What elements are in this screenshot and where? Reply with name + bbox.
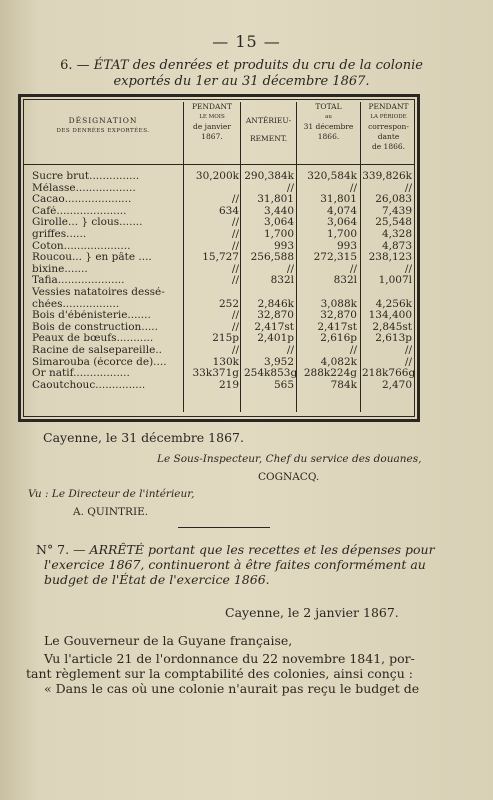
row-value-v3: 784k <box>330 378 357 391</box>
row-value-v2: 1,700 <box>263 227 294 240</box>
header-col4-line: PENDANT <box>368 102 409 111</box>
row-value-v4: 218k766g <box>362 367 416 380</box>
signoff-name: COGNACQ. <box>258 471 320 483</box>
row-value-v2: 2,417st <box>254 320 294 333</box>
section-7-body-line4: « Dans le cas où une colonie n'aurait pas reçu le budget de <box>44 681 420 696</box>
section-7-title-line2: l'exercice 1867, continueront à être faites conformément au <box>44 557 426 572</box>
row-value-v2: 256,588 <box>250 251 294 264</box>
section-7-title-line1: — ARRÊTÉ portant que les recettes et les dépenses pour <box>73 542 435 557</box>
section-6-title-line2: exportés du 1er au 31 décembre 1867. <box>113 74 370 89</box>
row-label: Caoutchouc............... <box>32 379 146 391</box>
row-label: Simarouba (écorce de).... <box>32 356 167 368</box>
row-value-v1: 15,727 <box>202 251 239 264</box>
row-value-v4: 1,007l <box>378 274 412 287</box>
header-col4-line: dante <box>377 132 400 141</box>
row-value-v4: 4,873 <box>381 239 412 252</box>
row-value-v2: // <box>286 262 294 275</box>
header-col4-line: correspon- <box>368 122 409 131</box>
row-label: Coton.................... <box>32 240 131 252</box>
page-number: — 15 — <box>212 32 281 51</box>
row-value-v2: 2,401p <box>257 332 294 345</box>
row-label: Bois de construction..... <box>32 321 158 333</box>
signoff-vu: Vu : Le Directeur de l'intérieur, <box>28 488 195 500</box>
row-value-v1: 130k <box>212 355 239 368</box>
row-value-v2: 3,440 <box>263 204 294 217</box>
row-label: bixine....... <box>32 263 88 275</box>
row-value-v3: 2,417st <box>317 320 357 333</box>
row-value-v4: 25,548 <box>375 216 412 229</box>
table-row <box>32 252 412 264</box>
section-7-body-line1: Le Gouverneur de la Guyane française, <box>44 633 293 648</box>
row-label: Or natif................. <box>32 368 130 380</box>
row-value-v3: // <box>349 181 357 194</box>
row-label: Roucou... } en pâte .... <box>32 252 152 264</box>
row-value-v4: 4,256k <box>375 297 412 310</box>
row-value-v1: 219 <box>218 378 239 391</box>
row-value-v2: 832l <box>270 274 294 287</box>
row-value-v2: 565 <box>273 378 294 391</box>
row-value-v1: // <box>231 274 239 287</box>
exports-table-body <box>32 170 416 391</box>
header-col1 <box>184 102 240 142</box>
header-designation-sub: DES DENRÉES EXPORTÉES. <box>56 128 150 134</box>
row-value-v3: 2,616p <box>320 332 357 345</box>
row-value-v4: 134,400 <box>368 309 412 322</box>
header-col1-line: de janvier <box>193 122 231 131</box>
row-label: Tafia.................... <box>32 275 125 287</box>
row-label: Mélasse.................. <box>32 182 136 194</box>
row-value-v4: 26,083 <box>375 193 412 206</box>
header-col3-line: TOTAL <box>315 102 342 111</box>
row-value-v1: // <box>231 320 239 333</box>
row-label: Sucre brut............... <box>32 171 140 182</box>
row-value-v3: // <box>349 343 357 356</box>
row-value-v2: 254k853g <box>244 367 298 380</box>
row-value-v2: 32,870 <box>257 309 294 322</box>
row-value-v1: 30,200k <box>195 170 239 182</box>
section-7-date: Cayenne, le 2 janvier 1867. <box>225 605 399 620</box>
row-label: Girolle... } clous....... <box>32 217 143 229</box>
row-value-v3: 320,584k <box>307 170 357 182</box>
section-7-title-line3: budget de l'État de l'exercice 1866. <box>44 572 270 587</box>
row-value-v2: 3,064 <box>263 216 294 229</box>
row-value-v4: 238,123 <box>368 251 412 264</box>
table-row <box>32 275 412 287</box>
row-value-v1: // <box>231 262 239 275</box>
table-row <box>32 367 416 380</box>
header-col4-line: LA PÉRIODE <box>370 114 407 120</box>
row-value-v4: // <box>404 355 412 368</box>
header-col1-line: LE MOIS <box>199 114 225 120</box>
row-value-v3: 4,082k <box>320 355 357 368</box>
table-row <box>32 310 412 322</box>
table-row <box>32 345 412 357</box>
row-value-v3: 32,870 <box>320 309 357 322</box>
row-value-v3: 31,801 <box>320 193 357 206</box>
table-header-rule <box>24 164 414 165</box>
row-value-v2: 31,801 <box>257 193 294 206</box>
row-value-v4: 2,470 <box>381 378 412 391</box>
table-row <box>32 287 412 299</box>
header-col3 <box>297 102 360 142</box>
row-value-v3: 832l <box>333 274 357 287</box>
row-value-v3: 993 <box>336 239 357 252</box>
table-row <box>32 229 412 241</box>
row-label: Bois d'ébénisterie....... <box>32 310 151 322</box>
row-value-v1: // <box>231 309 239 322</box>
section-7-heading-line1 <box>36 542 435 557</box>
row-value-v1: 215p <box>212 332 239 345</box>
row-value-v4: 7,439 <box>381 204 412 217</box>
header-col4 <box>361 102 416 152</box>
header-col3-line: au <box>325 114 332 120</box>
section-7-body-line3: tant règlement sur la comptabilité des colonies, ainsi conçu : <box>26 666 414 681</box>
row-label: Peaux de bœufs........... <box>32 333 154 345</box>
row-value-v2: 993 <box>273 239 294 252</box>
signoff-vu-name: A. QUINTRIE. <box>73 506 149 518</box>
header-col2-line: ANTÉRIEU- <box>245 116 292 125</box>
header-col1-line: PENDANT <box>191 102 233 111</box>
row-value-v1: // <box>231 227 239 240</box>
row-value-v1: // <box>231 343 239 356</box>
header-col2 <box>241 116 296 144</box>
row-value-v4: 2,613p <box>375 332 412 345</box>
row-value-v1: 252 <box>218 297 239 310</box>
row-value-v3: 4,074 <box>326 204 357 217</box>
row-value-v1: 634 <box>218 204 239 217</box>
row-value-v4: 339,826k <box>362 170 412 182</box>
header-designation-label: DÉSIGNATION <box>68 116 138 125</box>
row-value-v2: 3,952 <box>263 355 294 368</box>
row-value-v1: // <box>231 239 239 252</box>
row-value-v1: // <box>231 216 239 229</box>
table-row <box>32 171 412 183</box>
row-value-v3: 288k224g <box>303 367 357 380</box>
row-label: Racine de salsepareille.. <box>32 344 163 356</box>
row-value-v2: 2,846k <box>257 297 294 310</box>
header-col2-line: REMENT. <box>249 134 288 143</box>
section-6-title-line1: — ÉTAT des denrées et produits du cru de la colonie <box>76 58 423 73</box>
row-value-v3: 272,315 <box>313 251 357 264</box>
row-value-v2: 290,384k <box>244 170 294 182</box>
header-col1-line: 1867. <box>201 132 223 141</box>
section-7-number: N° 7. <box>36 542 70 557</box>
row-label: Vessies natatoires dessé- <box>32 286 165 298</box>
row-value-v2: // <box>286 181 294 194</box>
row-value-v4: // <box>404 262 412 275</box>
row-label: griffes...... <box>32 228 87 240</box>
row-label: chées................. <box>32 298 120 310</box>
row-value-v1: 33k371g <box>192 367 239 380</box>
header-col3-line: 1866. <box>317 132 340 141</box>
table-row <box>32 380 412 392</box>
signoff-title: Le Sous-Inspecteur, Chef du service des douanes, <box>157 453 422 465</box>
row-label: Cacao.................... <box>32 194 132 206</box>
header-col4-line: de 1866. <box>371 142 406 151</box>
row-value-v4: // <box>404 181 412 194</box>
row-value-v2: // <box>286 343 294 356</box>
section-6-number: 6. <box>60 58 73 73</box>
section-7-body-line2: Vu l'article 21 de l'ordonnance du 22 novembre 1841, por- <box>44 651 415 666</box>
row-value-v1: // <box>231 193 239 206</box>
header-col3-line: 31 décembre <box>303 122 354 131</box>
section-divider <box>178 527 270 528</box>
row-value-v3: 3,064 <box>326 216 357 229</box>
header-designation <box>28 116 178 136</box>
signoff-place-date: Cayenne, le 31 décembre 1867. <box>43 430 244 445</box>
row-value-v4: 2,845st <box>372 320 412 333</box>
row-value-v3: 1,700 <box>326 227 357 240</box>
row-value-v4: 4,328 <box>381 227 412 240</box>
section-6-heading <box>44 58 439 90</box>
row-value-v4: // <box>404 343 412 356</box>
row-value-v3: 3,088k <box>320 297 357 310</box>
row-label: Café..................... <box>32 205 127 217</box>
row-value-v3: // <box>349 262 357 275</box>
